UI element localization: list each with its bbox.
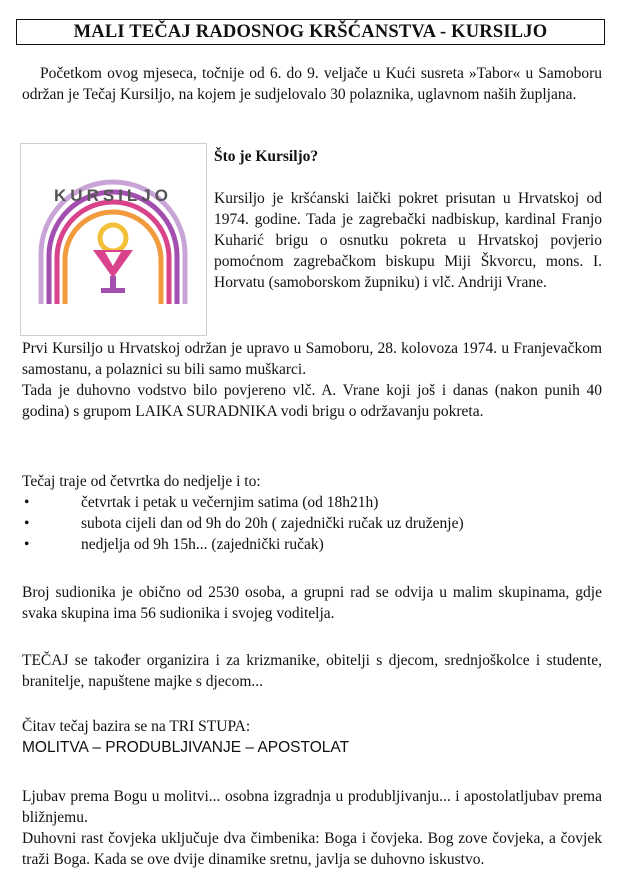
schedule-item-text: četvrtak i petak u večernjim satima (od 18h21h) [81,494,379,511]
pillars-section [22,716,602,758]
pillars-intro: Čitav tečaj bazira se na TRI STUPA: [22,718,251,735]
bullet-icon: • [24,515,30,532]
history-section [22,338,602,422]
growth-text: Duhovni rast čovjeka uključuje dva čimbenika: Boga i čovjeka. Bog zove čovjeka, a čovjek traži Boga. Kada se ove dvije dinamike sretnu, javlja se duhovno iskustvo. [22,830,602,868]
list-item [22,492,602,513]
chalice-stem-icon [110,276,116,290]
intro-text: Početkom ovog mjeseca, točnije od 6. do 9. veljače u Kući susreta »Tabor« u Samoboru održan je Tečaj Kursiljo, na kojem je sudjelovalo 30 polaznika, uglavnom naših župljana. [22,65,602,103]
schedule-list [22,492,602,555]
also-text: TEČAJ se također organizira i za krizmanike, obitelji s djecom, srednjoškolce i studente, branitelje, napuštene majke s djecom... [22,652,602,690]
first-kursiljo-text: Prvi Kursiljo u Hrvatskoj održan je upravo u Samoboru, 28. kolovoza 1974. u Franjevačkom samostanu, a polaznici su bili samo muškarci. [22,340,602,378]
pillars-text: MOLITVA – PRODUBLJIVANJE – APOSTOLAT [22,739,350,756]
kursiljo-logo-graphic [21,144,206,335]
kursiljo-logo [20,143,207,336]
participants-text: Broj sudionika je obično od 2530 osoba, a grupni rad se odvija u malim skupinama, gdje svaka skupina ima 56 sudionika i svojeg voditelja. [22,584,602,622]
closing-section [22,786,602,870]
schedule-section [22,471,602,555]
list-item [22,534,602,555]
chalice-base-icon [101,288,125,293]
also-section [22,650,602,692]
love-text: Ljubav prema Bogu u molitvi... osobna izgradnja u produbljivanju... i apostolatljubav prema bližnjemu. [22,788,602,826]
what-text: Kursiljo je kršćanski laički pokret prisutan u Hrvatskoj od 1974. godine. Tada je zagrebački nadbiskup, kardinal Franjo Kuharić brigu o osnutku pokreta u Hrvatskoj povjerio pomoćnom zagrebačkom biskupu Miji Škvorcu, mons. I. Horvatu (samoborskom župniku) i vlč. Andriji Vrane. [214,190,602,291]
bullet-icon: • [24,494,30,511]
list-item [22,513,602,534]
article-title: MALI TEČAJ RADOSNOG KRŠĆANSTVA - KURSILJO [16,19,605,45]
guidance-text: Tada je duhovno vodstvo bilo povjereno vlč. A. Vrane koji još i danas (nakon punih 40 godina) s grupom LAIKA SURADNIKA vodi brigu o održavanju pokreta. [22,382,602,420]
schedule-item-text: nedjelja od 9h 15h... (zajednički ručak) [81,536,324,553]
what-heading: Što je Kursiljo? [214,148,319,165]
host-icon [100,225,126,251]
participants-section [22,582,602,624]
logo-text: KURSILJO [54,186,172,205]
schedule-intro: Tečaj traje od četvrtka do nedjelje i to: [22,473,261,490]
what-section [214,146,602,293]
intro-paragraph [22,63,602,105]
schedule-item-text: subota cijeli dan od 9h do 20h ( zajednički ručak uz druženje) [81,515,464,532]
bullet-icon: • [24,536,30,553]
